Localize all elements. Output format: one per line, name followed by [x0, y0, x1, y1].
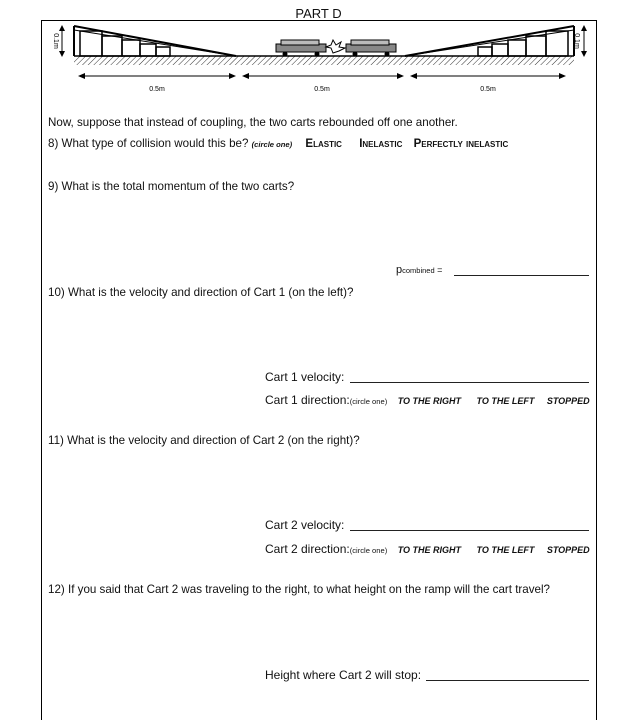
q8-option-elastic[interactable]: Elastic — [305, 138, 342, 150]
pcombined-answer-line[interactable] — [454, 275, 589, 276]
height-answer-line[interactable] — [426, 680, 589, 681]
pcombined-symbol: p — [396, 264, 403, 276]
cart1-option-right[interactable]: TO THE RIGHT — [397, 396, 462, 406]
cart1-circle-note: (circle one) — [349, 397, 388, 406]
cart2-option-right[interactable]: TO THE RIGHT — [397, 545, 462, 555]
cart-1 — [276, 40, 326, 57]
cart1-option-left[interactable]: TO THE LEFT — [476, 396, 535, 406]
distance-arrow-3 — [410, 73, 566, 79]
cart2-option-stopped[interactable]: STOPPED — [546, 545, 590, 555]
right-ramp — [405, 26, 574, 56]
distance-label-3: 0.5m — [480, 86, 496, 93]
cart2-direction-label: Cart 2 direction: — [265, 542, 350, 556]
collision-burst — [326, 40, 345, 53]
cart1-option-stopped[interactable]: STOPPED — [546, 396, 590, 406]
cart1-direction-line — [265, 391, 590, 409]
distance-arrow-1 — [78, 73, 236, 79]
cart1-direction-label: Cart 1 direction: — [265, 393, 350, 407]
pcombined-sub: combined — [402, 266, 435, 275]
right-height-arrow — [581, 25, 587, 57]
right-height-label: 0.1m — [573, 33, 580, 49]
height-label: Height where Cart 2 will stop: — [265, 668, 422, 682]
cart1-velocity-line[interactable] — [350, 382, 589, 383]
q9-text: 9) What is the total momentum of the two carts? — [48, 180, 295, 193]
ground-hatch — [74, 56, 574, 65]
q8-option-perfectly-inelastic[interactable]: Perfectly inelastic — [413, 138, 509, 150]
page-title: PART D — [295, 6, 342, 21]
left-ramp — [74, 26, 236, 56]
q12-text: 12) If you said that Cart 2 was traveling to the right, to what height on the ramp will the cart travel? — [48, 583, 551, 596]
cart2-velocity-line[interactable] — [350, 530, 589, 531]
intro-text: Now, suppose that instead of coupling, the two carts rebounded off one another. — [48, 116, 458, 129]
pcombined-eq: = — [434, 265, 443, 275]
cart2-circle-note: (circle one) — [349, 546, 388, 555]
cart2-option-left[interactable]: TO THE LEFT — [476, 545, 535, 555]
q11-text: 11) What is the velocity and direction of Cart 2 (on the right)? — [48, 434, 360, 447]
cart1-velocity-label: Cart 1 velocity: — [265, 370, 345, 384]
track-diagram — [0, 0, 637, 100]
q8-line — [48, 137, 508, 150]
cart2-direction-line — [265, 540, 590, 558]
q8-text: 8) What type of collision would this be? — [48, 137, 249, 150]
cart2-velocity-label: Cart 2 velocity: — [265, 518, 345, 532]
pcombined-label — [396, 264, 442, 276]
q10-text: 10) What is the velocity and direction of Cart 1 (on the left)? — [48, 286, 354, 299]
cart-2 — [346, 40, 396, 57]
q8-option-inelastic[interactable]: Inelastic — [359, 138, 403, 150]
distance-label-1: 0.5m — [149, 86, 165, 93]
left-height-label: 0.1m — [52, 33, 59, 49]
q8-circle-note: (circle one) — [251, 140, 293, 149]
distance-arrow-2 — [242, 73, 404, 79]
distance-label-2: 0.5m — [314, 86, 330, 93]
